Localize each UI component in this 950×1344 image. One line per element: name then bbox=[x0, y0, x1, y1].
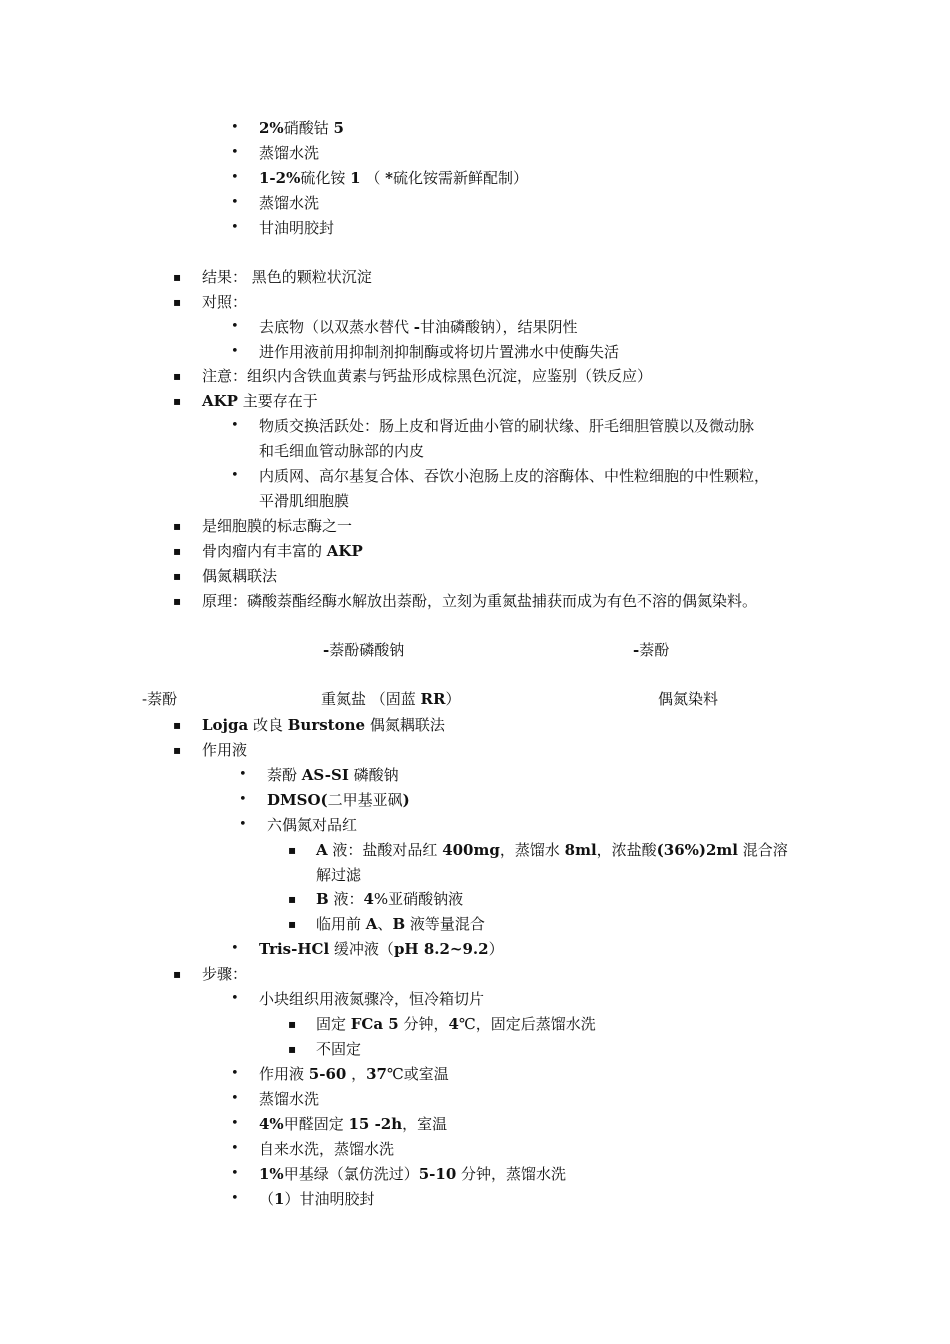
list-item: • 4%甲醛固定 15 -2h，室温 bbox=[259, 1114, 447, 1134]
list-item: ▪ 注意：组织内含铁血黄素与钙盐形成棕黑色沉淀，应鉴别（铁反应） bbox=[202, 366, 652, 386]
list-item: • 甘油明胶封 bbox=[259, 218, 334, 238]
list-item: ▪ AKP 主要存在于 bbox=[202, 391, 318, 411]
list-item-continuation: 和毛细血管动脉部的内皮 bbox=[259, 442, 425, 460]
list-item: • 内质网、高尔基复合体、吞饮小泡肠上皮的溶酶体、中性粒细胞的中性颗粒， bbox=[259, 466, 769, 486]
list-item: ▪ 原理：磷酸萘酯经酶水解放出萘酚，立刻为重氮盐捕获而成为有色不溶的偶氮染料。 bbox=[202, 591, 757, 611]
reaction-label-naphthyl-phosphate: -萘酚磷酸钠 bbox=[323, 641, 405, 659]
list-item: • 蒸馏水洗 bbox=[259, 1089, 319, 1109]
list-item: ▪ A 液：盐酸对品红 400mg，蒸馏水 8ml，浓盐酸(36%)2ml 混合溶 bbox=[316, 840, 788, 860]
list-item: • 六偶氮对品红 bbox=[267, 815, 357, 835]
list-item: • DMSO(二甲基亚砜) bbox=[267, 790, 410, 810]
list-item: ▪ 临用前 A、B 液等量混合 bbox=[316, 914, 485, 934]
list-item: • Tris-HCl 缓冲液（pH 8.2~9.2） bbox=[259, 939, 504, 959]
reaction-label-diazonium: 重氮盐 （固蓝 RR） bbox=[321, 690, 461, 708]
list-item: • 自来水洗，蒸馏水洗 bbox=[259, 1139, 394, 1159]
reaction-label-naphthol-left: -萘酚 bbox=[142, 690, 178, 708]
list-item-continuation: 解过滤 bbox=[316, 866, 362, 884]
list-item: • 去底物（以双蒸水替代 -甘油磷酸钠），结果阴性 bbox=[259, 317, 578, 337]
list-item: ▪ 结果： 黑色的颗粒状沉淀 bbox=[202, 267, 372, 287]
list-item: ▪ 步骤： bbox=[202, 964, 247, 984]
reaction-label-azo-dye: 偶氮染料 bbox=[658, 690, 719, 708]
list-item: ▪ 对照： bbox=[202, 292, 247, 312]
list-item: • 蒸馏水洗 bbox=[259, 143, 319, 163]
list-item: ▪ 偶氮耦联法 bbox=[202, 566, 277, 586]
list-item: ▪ 骨肉瘤内有丰富的 AKP bbox=[202, 541, 363, 561]
list-item: • 小块组织用液氮骤冷，恒冷箱切片 bbox=[259, 989, 484, 1009]
list-item: • 萘酚 AS-SI 磷酸钠 bbox=[267, 765, 399, 785]
list-item: ▪ 作用液 bbox=[202, 740, 247, 760]
list-item: • 蒸馏水洗 bbox=[259, 193, 319, 213]
list-item: ▪ 固定 FCa 5 分钟，4℃，固定后蒸馏水洗 bbox=[316, 1014, 596, 1034]
list-item: • 2%硝酸钴 5 bbox=[259, 118, 344, 138]
list-item: • 进作用液前用抑制剂抑制酶或将切片置沸水中使酶失活 bbox=[259, 342, 619, 362]
list-item: ▪ 不固定 bbox=[316, 1039, 361, 1059]
list-item: ▪ 是细胞膜的标志酶之一 bbox=[202, 516, 352, 536]
list-item-continuation: 平滑肌细胞膜 bbox=[259, 492, 350, 510]
list-item: ▪ B 液：4%亚硝酸钠液 bbox=[316, 889, 463, 909]
list-item: • 物质交换活跃处：肠上皮和肾近曲小管的刷状缘、肝毛细胆管膜以及微动脉 bbox=[259, 416, 754, 436]
list-item: ▪ Lojga 改良 Burstone 偶氮耦联法 bbox=[202, 715, 445, 735]
reaction-label-naphthol-top: -萘酚 bbox=[633, 641, 670, 659]
list-item: • 1%甲基绿（氯仿洗过）5-10 分钟，蒸馏水洗 bbox=[259, 1164, 566, 1184]
list-item: • （1）甘油明胶封 bbox=[259, 1189, 374, 1209]
list-item: • 1-2%硫化铵 1 （ *硫化铵需新鲜配制） bbox=[259, 168, 528, 188]
list-item: • 作用液 5-60 ，37℃或室温 bbox=[259, 1064, 449, 1084]
